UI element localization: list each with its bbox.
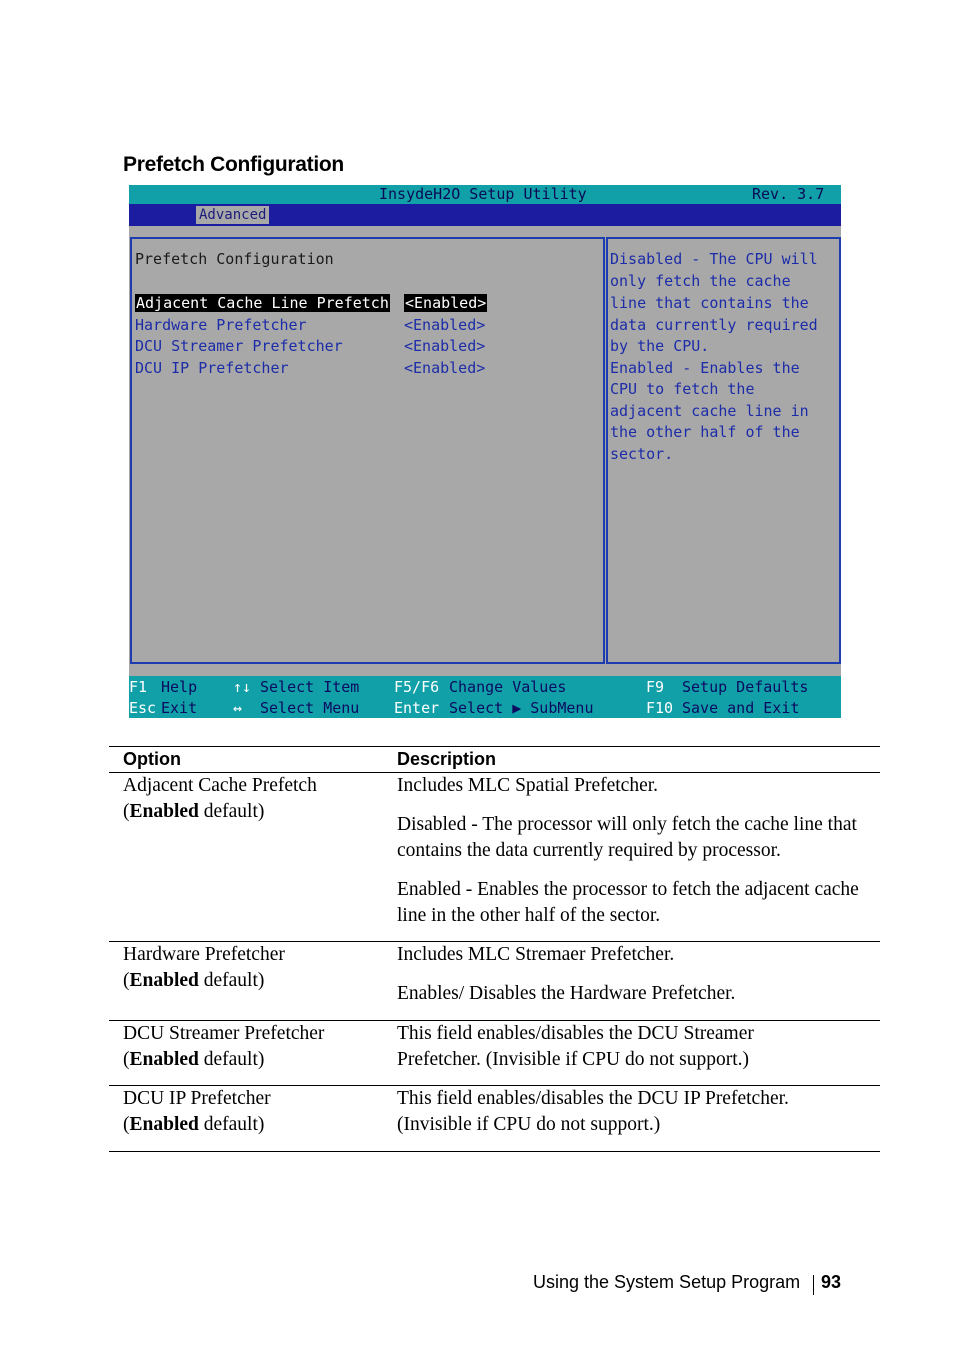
table-row-description: Includes MLC Stremaer Prefetcher. Enables/ Disables the Hardware Prefetcher. — [397, 944, 736, 1004]
help-line: adjacent cache line in — [610, 402, 809, 420]
section-title: Prefetch Configuration — [123, 153, 344, 176]
table-row-description: This field enables/disables the DCU IP Prefetcher. (Invisible if CPU do not support.) — [397, 1088, 789, 1135]
tab-advanced[interactable]: Advanced — [196, 206, 269, 224]
f10-key: F10 — [646, 699, 674, 717]
enter-key: Enter — [394, 699, 440, 717]
bios-title: InsydeH2O Setup Utility — [379, 185, 587, 203]
help-line: data currently required — [610, 316, 818, 334]
help-line: line that contains the — [610, 294, 809, 312]
help-line: by the CPU. — [610, 337, 710, 355]
select-item-key: ↑↓ — [233, 678, 252, 696]
option-value[interactable]: <Enabled> — [404, 316, 486, 334]
f5-f6-key: F5/F6 — [394, 678, 440, 696]
esc-text: Exit — [161, 699, 198, 717]
page-number: 93 — [821, 1272, 842, 1292]
table-row-description: This field enables/disables the DCU Streamer Prefetcher. (Invisible if CPU do not support.) — [397, 1023, 754, 1070]
option-dcu-ip-prefetcher[interactable]: DCU IP Prefetcher — [135, 359, 289, 377]
bios-screenshot — [129, 185, 841, 718]
option-value[interactable]: <Enabled> — [405, 294, 487, 312]
help-line: the other half of the — [610, 423, 800, 441]
table-row-option: DCU IP Prefetcher (Enabled default) — [123, 1088, 271, 1135]
f9-key: F9 — [646, 678, 665, 696]
table-row-description: Includes MLC Spatial Prefetcher. Disabled - The processor will only fetch the cache line that contains the data currently required by processor. Enabled - Enables the processor to fetch the adjacent cache line in the other half of the sector. — [397, 775, 859, 926]
running-footer: Using the System Setup Program — [533, 1272, 801, 1292]
help-line: Disabled - The CPU will — [610, 250, 818, 268]
bios-key-legend — [129, 676, 841, 718]
bios-menu-bar — [129, 204, 841, 226]
select-item-text: Select Item — [260, 678, 360, 696]
table-bottom-rule — [109, 1151, 880, 1152]
bios-revision: Rev. 3.7 — [752, 185, 825, 203]
table-row-option: DCU Streamer Prefetcher (Enabled default) — [123, 1023, 325, 1070]
table-top-rule — [109, 746, 880, 747]
bios-help-panel — [606, 237, 841, 664]
select-menu-text: Select Menu — [260, 699, 360, 717]
header-description: Description — [397, 749, 497, 769]
esc-key: Esc — [129, 699, 157, 717]
help-line: CPU to fetch the — [610, 380, 755, 398]
f5-f6-text: Change Values — [449, 678, 567, 696]
table-row-option: Hardware Prefetcher (Enabled default) — [123, 944, 285, 991]
option-value[interactable]: <Enabled> — [404, 337, 486, 355]
panel-heading: Prefetch Configuration — [135, 250, 334, 268]
footer-divider — [813, 1275, 814, 1295]
f10-text: Save and Exit — [682, 699, 800, 717]
f1-key: F1 — [129, 678, 148, 696]
help-line: sector. — [610, 445, 674, 463]
option-value[interactable]: <Enabled> — [404, 359, 486, 377]
option-dcu-streamer-prefetcher[interactable]: DCU Streamer Prefetcher — [135, 337, 343, 355]
option-hardware-prefetcher[interactable]: Hardware Prefetcher — [135, 316, 307, 334]
option-adjacent-cache-line-prefetch[interactable]: Adjacent Cache Line Prefetch — [136, 294, 389, 312]
f1-text: Help — [161, 678, 198, 696]
help-line: only fetch the cache — [610, 272, 791, 290]
header-option: Option — [123, 749, 181, 769]
select-menu-key: ↔ — [233, 699, 243, 717]
f9-text: Setup Defaults — [682, 678, 809, 696]
enter-text: Select ▶ SubMenu — [449, 699, 594, 717]
bios-title-bar — [129, 185, 841, 204]
table-row-option: Adjacent Cache Prefetch (Enabled default) — [123, 775, 317, 822]
bios-options-panel — [130, 237, 605, 664]
help-line: Enabled - Enables the — [610, 359, 800, 377]
